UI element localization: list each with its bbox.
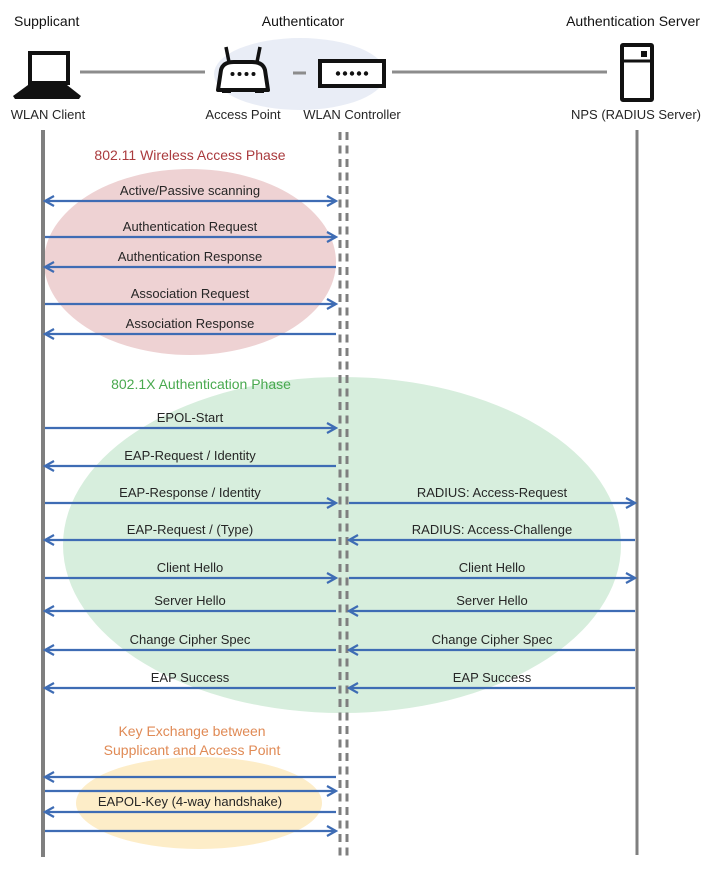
msg-change-cipher-left: Change Cipher Spec — [129, 632, 251, 647]
wlan-client-label: WLAN Client — [10, 107, 86, 122]
msg-scanning: Active/Passive scanning — [119, 183, 261, 198]
phase3-title — [104, 722, 281, 760]
nps-radius-server-label: NPS (RADIUS Server) — [570, 107, 702, 122]
phase3-title-line2: Supplicant and Access Point — [103, 742, 281, 758]
wlan-controller-icon — [320, 61, 384, 86]
auth-server-role-label: Authentication Server — [566, 13, 700, 29]
phase3-title-line1: Key Exchange between — [118, 723, 266, 739]
msg-eap-success-right: EAP Success — [452, 670, 532, 685]
msg-eap-request-identity: EAP-Request / Identity — [124, 448, 256, 463]
access-point-label: Access Point — [205, 107, 281, 122]
msg-eapol-key: EAPOL-Key (4-way handshake) — [97, 794, 283, 809]
msg-auth-response: Authentication Response — [117, 249, 263, 264]
msg-assoc-request: Association Request — [130, 286, 250, 301]
msg-radius-access-request: RADIUS: Access-Request — [416, 485, 568, 500]
msg-change-cipher-right: Change Cipher Spec — [431, 632, 553, 647]
msg-auth-request: Authentication Request — [122, 219, 258, 234]
msg-epol-start: EPOL-Start — [156, 410, 224, 425]
supplicant-role-label: Supplicant — [14, 13, 80, 29]
wlan-controller-label: WLAN Controller — [303, 107, 401, 122]
msg-client-hello-right: Client Hello — [458, 560, 526, 575]
authenticator-role-label: Authenticator — [261, 13, 345, 29]
msg-eap-success-left: EAP Success — [150, 670, 230, 685]
laptop-icon — [13, 53, 81, 99]
server-icon — [622, 45, 652, 100]
msg-eap-request-type: EAP-Request / (Type) — [126, 522, 254, 537]
phase2-title: 802.1X Authentication Phase — [111, 376, 291, 392]
msg-server-hello-right: Server Hello — [456, 593, 528, 608]
msg-server-hello-left: Server Hello — [154, 593, 226, 608]
msg-assoc-response: Association Response — [125, 316, 255, 331]
msg-eap-response-identity: EAP-Response / Identity — [119, 485, 261, 500]
msg-radius-access-challenge: RADIUS: Access-Challenge — [411, 522, 573, 537]
phase1-title: 802.11 Wireless Access Phase — [94, 147, 286, 163]
msg-client-hello-left: Client Hello — [156, 560, 224, 575]
